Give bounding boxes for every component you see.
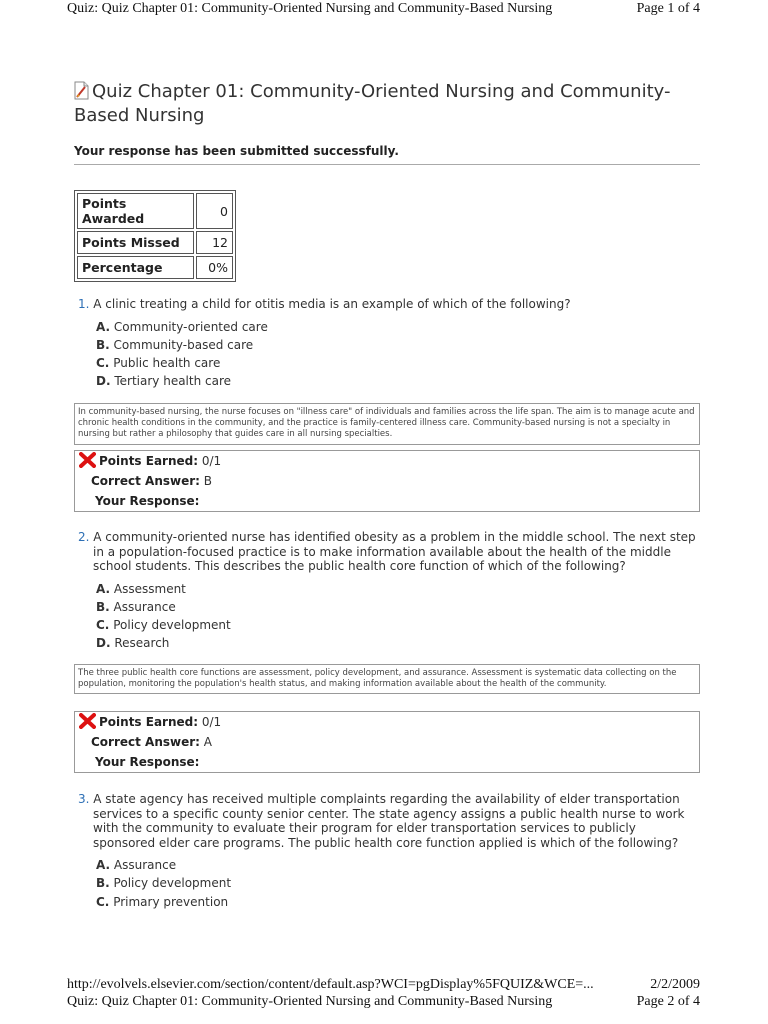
option-text: Assessment [113,581,186,596]
question-text: A clinic treating a child for otitis media is an example of which of the following? [93,297,571,311]
score-value: 12 [196,231,233,254]
points-earned-value: 0/1 [201,454,222,468]
answer-option [96,354,700,372]
option-letter: C. [96,356,110,371]
option-text: Assurance [113,599,176,614]
result-box [74,711,700,773]
option-text: Policy development [113,876,232,891]
points-earned-line [75,712,699,732]
option-text: Community-oriented care [113,319,268,334]
correct-answer-label: Correct Answer: [91,735,200,749]
incorrect-x-icon [79,713,96,729]
question-1 [74,297,700,391]
answer-option [96,336,700,354]
option-text: Primary prevention [113,894,229,909]
correct-answer-label: Correct Answer: [91,474,200,488]
result-box [74,450,700,512]
submission-message: Your response has been submitted successfully. [74,144,700,165]
score-table [74,190,236,282]
your-response-line [75,752,699,772]
correct-answer-value: B [203,474,213,488]
option-letter: A. [96,858,111,872]
page-title [74,80,700,128]
option-text: Tertiary health care [114,374,232,389]
question-number: 2. [78,530,90,544]
answer-explanation: In community-based nursing, the nurse focuses on "illness care" of individuals and families across the life span. The aim is to manage acute and chronic health conditions in the community, and the practice is family-centered illness care. Community-based nursing is not a specialty in nursing but rather a philosophy that guides care in all nursing specialties. [74,403,700,445]
question-3 [74,792,700,911]
your-response-label: Your Response: [95,494,200,508]
correct-answer-value: A [203,735,213,749]
answer-option [96,874,700,892]
answer-options [96,580,700,653]
score-value: 0% [196,256,233,279]
correct-answer-line [75,732,699,752]
option-letter: D. [96,374,111,389]
print-footer-date: 2/2/2009 [650,977,700,992]
correct-answer-line [75,471,699,491]
option-letter: B. [96,337,110,352]
score-row [77,256,233,279]
your-response-label: Your Response: [95,755,200,769]
print-header [67,0,700,20]
option-letter: D. [96,636,111,651]
print-header-page: Page 1 of 4 [636,1,700,16]
answer-option [96,580,700,598]
quiz-title-text: Quiz Chapter 01: Community-Oriented Nursing and Community-Based Nursing [74,81,671,126]
question-2 [74,530,700,653]
answer-option [96,893,700,911]
points-earned-value: 0/1 [201,715,222,729]
score-label: Percentage [77,256,194,279]
question-number: 3. [78,792,90,806]
answer-options [96,318,700,391]
print-footer-page: Page 2 of 4 [636,994,700,1009]
answer-option [96,634,700,652]
question-text: A community-oriented nurse has identified obesity as a problem in the middle school. The next step in a population-focused practice is to make information available about the health of the middle school students. This describes the public health core function of which of the following? [93,530,696,573]
points-earned-label: Points Earned: [99,454,199,468]
score-label: Points Awarded [77,193,194,229]
points-earned-label: Points Earned: [99,715,199,729]
option-text: Public health care [113,356,221,371]
answer-option [96,616,700,634]
option-letter: C. [96,618,110,633]
option-letter: A. [96,581,111,596]
option-text: Policy development [113,618,231,633]
question-number: 1. [78,297,90,311]
score-value: 0 [196,193,233,229]
option-letter: A. [96,319,111,334]
print-footer [67,976,700,1020]
answer-option [96,856,700,874]
option-letter: C. [96,894,110,909]
incorrect-x-icon [79,452,96,468]
question-text: A state agency has received multiple complaints regarding the availability of elder transportation services to a specific county senior center. The state agency assigns a public health nurse to work with the community to evaluate their program for elder transportation services to publicly sponsored elder care programs. The public health core function applied is which of the following? [93,792,685,850]
answer-options [96,856,700,911]
answer-option [96,598,700,616]
score-row [77,231,233,254]
answer-option [96,318,700,336]
answer-explanation: The three public health core functions are assessment, policy development, and assurance. Assessment is systematic data collecting on the population, monitoring the population's health status, and making information available about the health of the community. [74,664,700,694]
print-footer-url: http://evolvels.elsevier.com/section/content/default.asp?WCI=pgDisplay%5FQUIZ&WCE=... [67,977,594,992]
option-letter: B. [96,599,110,614]
option-letter: B. [96,876,110,891]
option-text: Assurance [113,858,177,872]
print-footer-title: Quiz: Quiz Chapter 01: Community-Oriented Nursing and Community-Based Nursing [67,994,553,1009]
option-text: Community-based care [113,337,254,352]
score-row [77,193,233,229]
answer-option [96,372,700,390]
score-label: Points Missed [77,231,194,254]
points-earned-line [75,451,699,471]
quiz-content [74,80,700,282]
print-header-title: Quiz: Quiz Chapter 01: Community-Oriented Nursing and Community-Based Nursing [67,1,553,16]
document-icon [74,81,90,100]
your-response-line [75,491,699,511]
option-text: Research [114,636,170,651]
